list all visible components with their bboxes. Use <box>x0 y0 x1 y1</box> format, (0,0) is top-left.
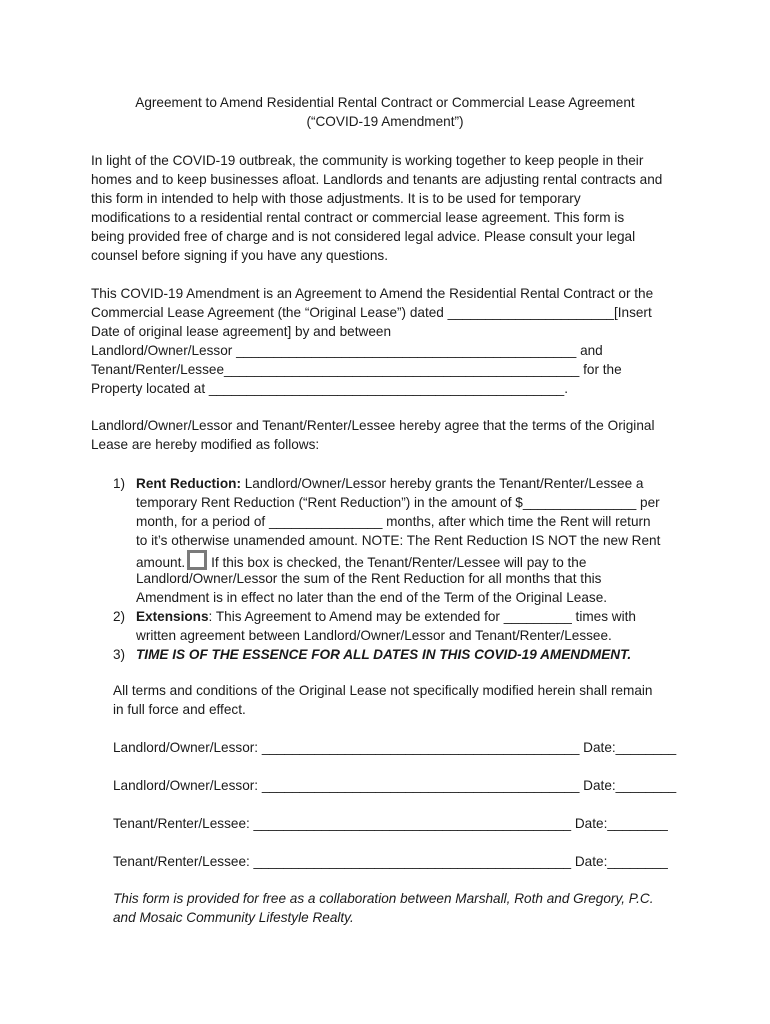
parties-line-lease-date[interactable]: Commercial Lease Agreement (the “Original Lease”) dated ______________________[Insert <box>91 305 652 320</box>
footer-line: and Mosaic Community Lifestyle Realty. <box>113 910 354 925</box>
item-number: 3) <box>113 647 126 662</box>
rent-period-line[interactable]: month, for a period of _______________ months, after which time the Rent will return <box>136 514 651 529</box>
signature-line-landlord-2[interactable]: Landlord/Owner/Lessor: __________________________________________ Date:________ <box>113 778 677 793</box>
remaining-terms-paragraph <box>113 681 713 719</box>
signature-line-tenant-2[interactable]: Tenant/Renter/Lessee: __________________________________________ Date:________ <box>113 854 668 869</box>
signature-line-tenant-1[interactable]: Tenant/Renter/Lessee: __________________________________________ Date:________ <box>113 816 668 831</box>
item-heading: Rent Reduction: <box>136 476 241 491</box>
parties-line: This COVID-19 Amendment is an Agreement to Amend the Residential Rental Contract or the <box>91 286 654 301</box>
footer-line: This form is provided for free as a collaboration between Marshall, Roth and Gregory, P.C. <box>113 891 654 906</box>
item-text: Amendment is in effect no later than the end of the Term of the Original Lease. <box>136 590 608 605</box>
item-line <box>113 493 693 512</box>
intro-line: homes and to keep businesses afloat. Landlords and tenants are adjusting rental contracts and <box>91 172 663 187</box>
item-line <box>136 474 644 493</box>
item-text: amount. <box>136 555 186 570</box>
parties-paragraph <box>91 284 691 398</box>
list-item-rent-reduction <box>113 474 693 493</box>
item-line <box>113 512 693 531</box>
rent-repayment-checkbox[interactable] <box>187 550 207 570</box>
intro-line: this form in intended to help with those adjustments. It is to be used for temporary <box>91 191 581 206</box>
rent-amount-line[interactable]: temporary Rent Reduction (“Rent Reduction”) in the amount of $_______________ per <box>136 495 660 510</box>
title-line-2: (“COVID-19 Amendment”) <box>306 113 464 129</box>
item-line <box>113 550 693 569</box>
intro-line: modifications to a residential rental contract or commercial lease agreement. This form is <box>91 210 625 225</box>
parties-line-landlord[interactable]: Landlord/Owner/Lessor _____________________________________________ and <box>91 343 603 358</box>
parties-line-tenant[interactable]: Tenant/Renter/Lessee_______________________________________________ for the <box>91 362 622 377</box>
modification-line: Lease are hereby modified as follows: <box>91 437 320 452</box>
item-text: Landlord/Owner/Lessor the sum of the Rent Reduction for all months that this <box>136 571 602 586</box>
item-text: TIME IS OF THE ESSENCE FOR ALL DATES IN THIS COVID-19 AMENDMENT. <box>136 647 632 662</box>
terms-list <box>113 474 693 664</box>
item-heading: Extensions <box>136 609 209 624</box>
signature-line-landlord-1[interactable]: Landlord/Owner/Lessor: __________________________________________ Date:________ <box>113 740 677 755</box>
intro-paragraph <box>91 151 691 265</box>
item-number: 1) <box>113 476 126 491</box>
item-line <box>113 626 693 645</box>
document-title <box>0 94 770 131</box>
modification-paragraph <box>91 416 691 454</box>
item-line <box>113 569 693 588</box>
list-item-extensions <box>113 607 693 626</box>
title-line-1: Agreement to Amend Residential Rental Contract or Commercial Lease Agreement <box>135 95 635 110</box>
item-text: written agreement between Landlord/Owner/Lessor and Tenant/Renter/Lessee. <box>136 628 612 643</box>
intro-line: counsel before signing if you have any questions. <box>91 248 388 263</box>
item-line <box>113 588 693 607</box>
item-text: : This Agreement to Amend may be extended for _________ times with <box>208 609 636 624</box>
item-line[interactable] <box>136 607 636 626</box>
item-text: Landlord/Owner/Lessor hereby grants the Tenant/Renter/Lessee a <box>240 476 644 491</box>
parties-line-property[interactable]: Property located at _______________________________________________. <box>91 381 568 396</box>
list-item-time-essence <box>113 645 693 664</box>
parties-line: Date of original lease agreement] by and between <box>91 324 392 339</box>
item-text: If this box is checked, the Tenant/Renter/Lessee will pay to the <box>211 555 587 570</box>
item-line <box>113 531 693 550</box>
remaining-line: in full force and effect. <box>113 702 246 717</box>
modification-line: Landlord/Owner/Lessor and Tenant/Renter/Lessee hereby agree that the terms of the Original <box>91 418 655 433</box>
footer-note <box>113 889 713 927</box>
remaining-line: All terms and conditions of the Original Lease not specifically modified herein shall remain <box>113 683 653 698</box>
item-number: 2) <box>113 609 126 624</box>
intro-line: In light of the COVID-19 outbreak, the community is working together to keep people in their <box>91 153 644 168</box>
intro-line: being provided free of charge and is not considered legal advice. Please consult your legal <box>91 229 636 244</box>
item-text: to it’s otherwise unamended amount. NOTE: The Rent Reduction IS NOT the new Rent <box>136 533 661 548</box>
